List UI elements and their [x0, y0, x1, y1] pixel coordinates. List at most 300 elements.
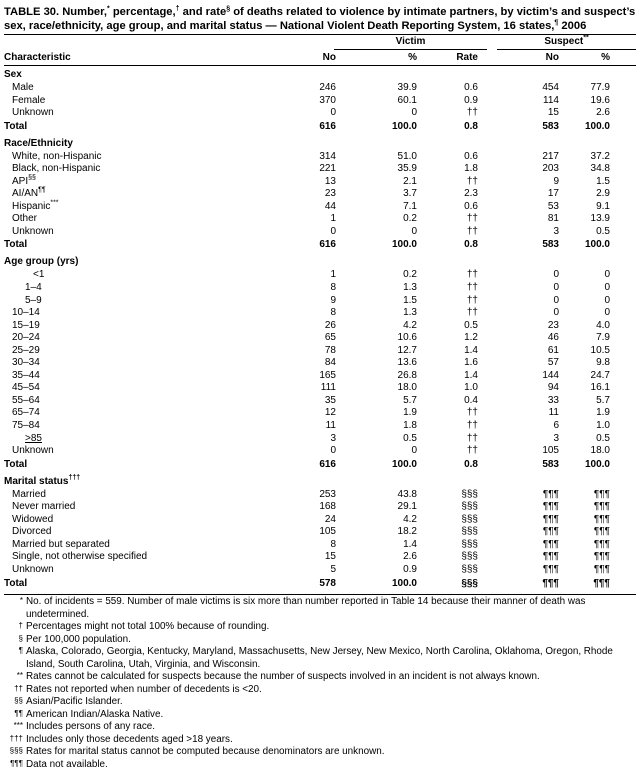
row-label-text: Unknown — [12, 226, 54, 237]
total-cell: 616 — [296, 120, 336, 134]
table-cell: ¶¶¶ — [519, 564, 559, 577]
title-text: of deaths related to violence by intimate partners, by victim’s and suspect’s sex, race/ethnicity, age group, and marital status — National Violent Death Reporting System, 16 states, — [4, 6, 635, 32]
table-cell: 0 — [570, 269, 610, 282]
table-cell: 24.7 — [570, 370, 610, 383]
total-cell: 583 — [519, 458, 559, 472]
table-cell: 51.0 — [377, 151, 417, 164]
total-cell: ¶¶¶ — [570, 577, 610, 591]
row-label-text: 10–14 — [12, 307, 40, 318]
table-cell: 9 — [296, 295, 336, 308]
table-cell: 26 — [296, 320, 336, 333]
bottom-rule — [4, 594, 636, 595]
row-label — [25, 295, 42, 308]
table-cell: 0.6 — [438, 82, 478, 95]
table-cell: 314 — [296, 151, 336, 164]
table-row — [4, 82, 636, 95]
footnote-mark: § — [4, 634, 23, 644]
footnote-mark: § — [226, 5, 230, 12]
table-cell: †† — [438, 307, 478, 320]
table-cell: 11 — [519, 407, 559, 420]
table-cell: 15 — [296, 551, 336, 564]
footnote — [4, 596, 636, 621]
table-cell: 8 — [296, 539, 336, 552]
row-label — [25, 282, 42, 295]
suspect-group-header — [497, 36, 636, 48]
table-cell: ¶¶¶ — [570, 526, 610, 539]
row-label-text: Female — [12, 95, 45, 106]
table-cell: 454 — [519, 82, 559, 95]
table-title — [4, 5, 636, 33]
table-row — [4, 332, 636, 345]
row-label-text: Married — [12, 489, 46, 500]
total-label: Total — [4, 238, 27, 252]
table-cell: 26.8 — [377, 370, 417, 383]
row-label-text: 35–44 — [12, 370, 40, 381]
row-label-text: Never married — [12, 501, 75, 512]
table-cell: 105 — [296, 526, 336, 539]
table-cell: 0 — [519, 307, 559, 320]
table-cell: 105 — [519, 445, 559, 458]
column-header-suspect-no: No — [519, 52, 559, 64]
table-cell: 12.7 — [377, 345, 417, 358]
row-label-text: Black, non-Hispanic — [12, 163, 100, 174]
table-cell: 0 — [377, 107, 417, 120]
table-cell: 0 — [296, 226, 336, 239]
row-label — [12, 176, 36, 189]
table-cell: 1.2 — [438, 332, 478, 345]
table-row — [4, 564, 636, 577]
table-cell: ¶¶¶ — [570, 564, 610, 577]
table-cell: 6 — [519, 420, 559, 433]
footnote — [4, 709, 636, 722]
footnote — [4, 671, 636, 684]
row-label-text: Unknown — [12, 107, 54, 118]
table-cell: 0 — [296, 107, 336, 120]
row-label — [12, 188, 46, 201]
table-cell: 23 — [296, 188, 336, 201]
table-cell: 10.6 — [377, 332, 417, 345]
table-cell: 9.8 — [570, 357, 610, 370]
total-cell: 578 — [296, 577, 336, 591]
table-row — [4, 489, 636, 502]
table-cell: 370 — [296, 95, 336, 108]
column-header-suspect-pct: % — [570, 52, 610, 64]
table-row — [4, 95, 636, 108]
table-cell: †† — [438, 433, 478, 446]
table-cell: 65 — [296, 332, 336, 345]
table-cell: †† — [438, 282, 478, 295]
row-label-text: Single, not otherwise specified — [12, 551, 147, 562]
table-cell: 246 — [296, 82, 336, 95]
table-cell: †† — [438, 269, 478, 282]
table-row — [4, 320, 636, 333]
table-cell: 0.2 — [377, 269, 417, 282]
table-row — [4, 445, 636, 458]
row-label-text: Hispanic — [12, 201, 50, 212]
row-label — [12, 501, 75, 514]
section-header-row — [4, 475, 636, 489]
total-label: Total — [4, 577, 27, 591]
table-cell: 13 — [296, 176, 336, 189]
footnote-mark: ††† — [4, 734, 23, 744]
table-cell: 1.8 — [438, 163, 478, 176]
row-label — [12, 514, 53, 527]
footnote-mark: ¶¶¶ — [4, 759, 23, 769]
table-cell: †† — [438, 420, 478, 433]
footnote-mark: ** — [583, 35, 588, 42]
table-cell: 24 — [296, 514, 336, 527]
title-text: and rate — [180, 6, 227, 18]
table-cell: 1.0 — [438, 382, 478, 395]
suspect-underline — [497, 49, 636, 50]
table-row — [4, 501, 636, 514]
table-row — [4, 107, 636, 120]
table-cell: †† — [438, 226, 478, 239]
table-cell: ¶¶¶ — [570, 501, 610, 514]
table-cell: 2.6 — [377, 551, 417, 564]
table-row — [4, 201, 636, 214]
table-cell: ¶¶¶ — [570, 489, 610, 502]
table-cell: 2.9 — [570, 188, 610, 201]
footnote-mark: *** — [50, 200, 58, 207]
table-cell: 44 — [296, 201, 336, 214]
total-cell: 583 — [519, 238, 559, 252]
row-label — [12, 201, 59, 214]
footnote — [4, 621, 636, 634]
table-cell: 1.4 — [377, 539, 417, 552]
table-cell: §§§ — [438, 489, 478, 502]
footnote — [4, 759, 636, 771]
table-row — [4, 420, 636, 433]
row-label — [12, 489, 46, 502]
footnote — [4, 696, 636, 709]
footnote-mark: ¶ — [4, 646, 23, 656]
victim-group-header — [334, 36, 487, 48]
table-row — [4, 269, 636, 282]
row-label-text: Unknown — [12, 445, 54, 456]
total-cell: 100.0 — [377, 120, 417, 134]
table-row — [4, 345, 636, 358]
table-cell: ¶¶¶ — [519, 526, 559, 539]
section-title-text: Age group (yrs) — [4, 256, 78, 267]
footnote — [4, 721, 636, 734]
row-label — [12, 395, 40, 408]
row-label — [12, 407, 40, 420]
row-label — [12, 320, 40, 333]
table-cell: ¶¶¶ — [519, 489, 559, 502]
row-label-text: 75–84 — [12, 420, 40, 431]
table-cell: 57 — [519, 357, 559, 370]
section-title-text: Race/Ethnicity — [4, 138, 73, 149]
row-label — [12, 382, 40, 395]
section-header-row — [4, 255, 636, 269]
table-row — [4, 188, 636, 201]
table-cell: 1.9 — [377, 407, 417, 420]
row-label — [12, 551, 147, 564]
table-cell: 0.9 — [377, 564, 417, 577]
footnote — [4, 684, 636, 697]
table-cell: 7.1 — [377, 201, 417, 214]
table-cell: 217 — [519, 151, 559, 164]
section-title — [4, 475, 80, 489]
table-cell: 0 — [519, 295, 559, 308]
table-cell: ¶¶¶ — [519, 501, 559, 514]
table-cell: 3.7 — [377, 188, 417, 201]
row-label — [33, 269, 44, 282]
table-cell: 46 — [519, 332, 559, 345]
table-cell: 114 — [519, 95, 559, 108]
table-cell: 1.3 — [377, 307, 417, 320]
row-label — [12, 345, 40, 358]
column-header-characteristic: Characteristic — [4, 52, 71, 64]
row-label — [12, 332, 40, 345]
row-label-text: >85 — [25, 433, 42, 444]
table-cell: 37.2 — [570, 151, 610, 164]
table-row — [4, 370, 636, 383]
table-cell: 203 — [519, 163, 559, 176]
table-cell: 18.0 — [377, 382, 417, 395]
table-cell: 2.1 — [377, 176, 417, 189]
table-cell: 0.5 — [377, 433, 417, 446]
row-label-text: <1 — [33, 269, 44, 280]
section-header-row — [4, 68, 636, 82]
footnote-text: No. of incidents = 559. Number of male victims is six more than number reported in Table 14 because their manner of death was undetermined. — [26, 596, 585, 620]
table-row — [4, 407, 636, 420]
table-row — [4, 514, 636, 527]
table-cell: 12 — [296, 407, 336, 420]
footnote-text: Includes persons of any race. — [26, 721, 155, 732]
table-row — [4, 176, 636, 189]
total-cell: 616 — [296, 238, 336, 252]
table-cell: †† — [438, 213, 478, 226]
row-label — [12, 539, 110, 552]
table-cell: 1.6 — [438, 357, 478, 370]
table-cell: 0 — [570, 307, 610, 320]
row-label — [25, 433, 42, 446]
table-cell: 0.9 — [438, 95, 478, 108]
section-header-row — [4, 137, 636, 151]
footnote-text: Rates not reported when number of decedents is <20. — [26, 684, 262, 695]
row-label-text: Widowed — [12, 514, 53, 525]
row-label — [12, 226, 54, 239]
title-text: TABLE 30. Number, — [4, 6, 107, 18]
table-cell: 1.5 — [377, 295, 417, 308]
table-cell: 1.5 — [570, 176, 610, 189]
table-cell: §§§ — [438, 564, 478, 577]
footnote-mark: ††† — [68, 474, 80, 481]
row-label — [12, 107, 54, 120]
total-cell: 0.8 — [438, 120, 478, 134]
footnote — [4, 734, 636, 747]
table-cell: 11 — [296, 420, 336, 433]
footnote-mark: †† — [4, 684, 23, 694]
table-cell: 3 — [296, 433, 336, 446]
table-cell: 5 — [296, 564, 336, 577]
table-cell: §§§ — [438, 551, 478, 564]
table-cell: 3 — [519, 433, 559, 446]
header-rule — [4, 65, 636, 66]
table-cell: 5.7 — [377, 395, 417, 408]
table-cell: 168 — [296, 501, 336, 514]
table-cell: ¶¶¶ — [570, 539, 610, 552]
footnote-mark: † — [176, 5, 180, 12]
footnote-text: Percentages might not total 100% because of rounding. — [26, 621, 269, 632]
table-cell: 81 — [519, 213, 559, 226]
table-cell: 1.4 — [438, 370, 478, 383]
total-cell: 616 — [296, 458, 336, 472]
total-label: Total — [4, 120, 27, 134]
table-cell: 60.1 — [377, 95, 417, 108]
table-cell: 61 — [519, 345, 559, 358]
table-cell: 0 — [296, 445, 336, 458]
table-row — [4, 551, 636, 564]
table-cell: 19.6 — [570, 95, 610, 108]
table-cell: 8 — [296, 307, 336, 320]
victim-label: Victim — [396, 36, 426, 47]
table-cell: †† — [438, 295, 478, 308]
table-cell: 0.6 — [438, 151, 478, 164]
footnote-text: Rates for marital status cannot be computed because denominators are unknown. — [26, 746, 384, 757]
table-cell: 1 — [296, 269, 336, 282]
footnote — [4, 634, 636, 647]
column-header-victim-pct: % — [377, 52, 417, 64]
row-label — [12, 564, 54, 577]
footnote-text: American Indian/Alaska Native. — [26, 709, 163, 720]
section-title-text: Sex — [4, 69, 22, 80]
table-cell: 7.9 — [570, 332, 610, 345]
row-label — [12, 307, 40, 320]
table-cell: 0.2 — [377, 213, 417, 226]
total-cell: 0.8 — [438, 238, 478, 252]
table-cell: 4.2 — [377, 320, 417, 333]
section-title — [4, 68, 22, 82]
table-cell: 33 — [519, 395, 559, 408]
row-label — [12, 213, 37, 226]
table-cell: ¶¶¶ — [519, 551, 559, 564]
row-label — [12, 526, 51, 539]
footnote — [4, 646, 636, 671]
table-cell: 0 — [519, 269, 559, 282]
table-cell: ¶¶¶ — [519, 514, 559, 527]
table-cell: 4.2 — [377, 514, 417, 527]
footnote-mark: ¶¶ — [38, 187, 46, 194]
table-row — [4, 295, 636, 308]
table-cell: 1.9 — [570, 407, 610, 420]
section-title — [4, 137, 73, 151]
table-cell: §§§ — [438, 514, 478, 527]
table-cell: 1 — [296, 213, 336, 226]
footnote-text: Rates cannot be calculated for suspects because the number of suspects involved in an incident is not always known. — [26, 671, 540, 682]
table-row — [4, 539, 636, 552]
footnote-mark: * — [4, 596, 23, 606]
table-cell: 0 — [570, 282, 610, 295]
table-cell: §§§ — [438, 526, 478, 539]
row-label — [12, 95, 45, 108]
footnote-text: Alaska, Colorado, Georgia, Kentucky, Maryland, Massachusetts, New Jersey, New Mexico, North Carolina, Oklahoma, Oregon, Rhode Island, South Carolina, Utah, Virginia, and Wisconsin. — [26, 646, 613, 670]
row-label — [12, 445, 54, 458]
table-cell: †† — [438, 445, 478, 458]
table-cell: 2.6 — [570, 107, 610, 120]
footnote-mark: ¶¶ — [4, 709, 23, 719]
row-label-text: 15–19 — [12, 320, 40, 331]
table-cell: §§§ — [438, 501, 478, 514]
suspect-label: Suspect — [544, 36, 583, 47]
total-cell: 100.0 — [377, 458, 417, 472]
table-cell: 16.1 — [570, 382, 610, 395]
table-row — [4, 395, 636, 408]
table-cell: 78 — [296, 345, 336, 358]
total-label: Total — [4, 458, 27, 472]
total-cell: 100.0 — [570, 238, 610, 252]
total-cell: 583 — [519, 120, 559, 134]
table-cell: 17 — [519, 188, 559, 201]
table-cell: 13.9 — [570, 213, 610, 226]
table-row — [4, 357, 636, 370]
table-row — [4, 382, 636, 395]
table-cell: 39.9 — [377, 82, 417, 95]
table-cell: 253 — [296, 489, 336, 502]
table-row — [4, 213, 636, 226]
total-cell: §§§ — [438, 577, 478, 591]
table-cell: ¶¶¶ — [570, 514, 610, 527]
table-row — [4, 163, 636, 176]
footnote-mark: ** — [4, 671, 23, 681]
victim-underline — [334, 49, 487, 50]
total-row — [4, 238, 636, 255]
table-row — [4, 433, 636, 446]
section-title — [4, 255, 78, 269]
row-label-text: Other — [12, 213, 37, 224]
row-label-text: AI/AN — [12, 188, 38, 199]
table-cell: 0 — [570, 295, 610, 308]
footnote-mark: §§§ — [4, 746, 23, 756]
row-label-text: 30–34 — [12, 357, 40, 368]
table-cell: 29.1 — [377, 501, 417, 514]
table-cell: 35 — [296, 395, 336, 408]
row-label — [12, 370, 40, 383]
footnote-text: Includes only those decedents aged >18 years. — [26, 734, 233, 745]
row-label-text: Divorced — [12, 526, 51, 537]
table-body — [4, 68, 636, 594]
footnote-text: Asian/Pacific Islander. — [26, 696, 123, 707]
table-cell: 9.1 — [570, 201, 610, 214]
total-cell: 100.0 — [377, 577, 417, 591]
table-cell: †† — [438, 407, 478, 420]
total-cell: 100.0 — [570, 120, 610, 134]
table-cell: †† — [438, 107, 478, 120]
footnote-mark: §§ — [4, 696, 23, 706]
footnote-mark: §§ — [28, 174, 36, 181]
table-cell: 10.5 — [570, 345, 610, 358]
table-cell: 34.8 — [570, 163, 610, 176]
column-header-victim-no: No — [296, 52, 336, 64]
top-rule — [4, 34, 636, 35]
table-cell: 4.0 — [570, 320, 610, 333]
table-row — [4, 282, 636, 295]
table-cell: 18.0 — [570, 445, 610, 458]
total-row — [4, 120, 636, 137]
table-cell: 0.5 — [438, 320, 478, 333]
table-cell: 111 — [296, 382, 336, 395]
table-cell: 9 — [519, 176, 559, 189]
row-label-text: 1–4 — [25, 282, 42, 293]
table-cell: 1.3 — [377, 282, 417, 295]
table-cell: †† — [438, 176, 478, 189]
table-cell: 23 — [519, 320, 559, 333]
row-label — [12, 357, 40, 370]
table-cell: 18.2 — [377, 526, 417, 539]
table-cell: 1.0 — [570, 420, 610, 433]
